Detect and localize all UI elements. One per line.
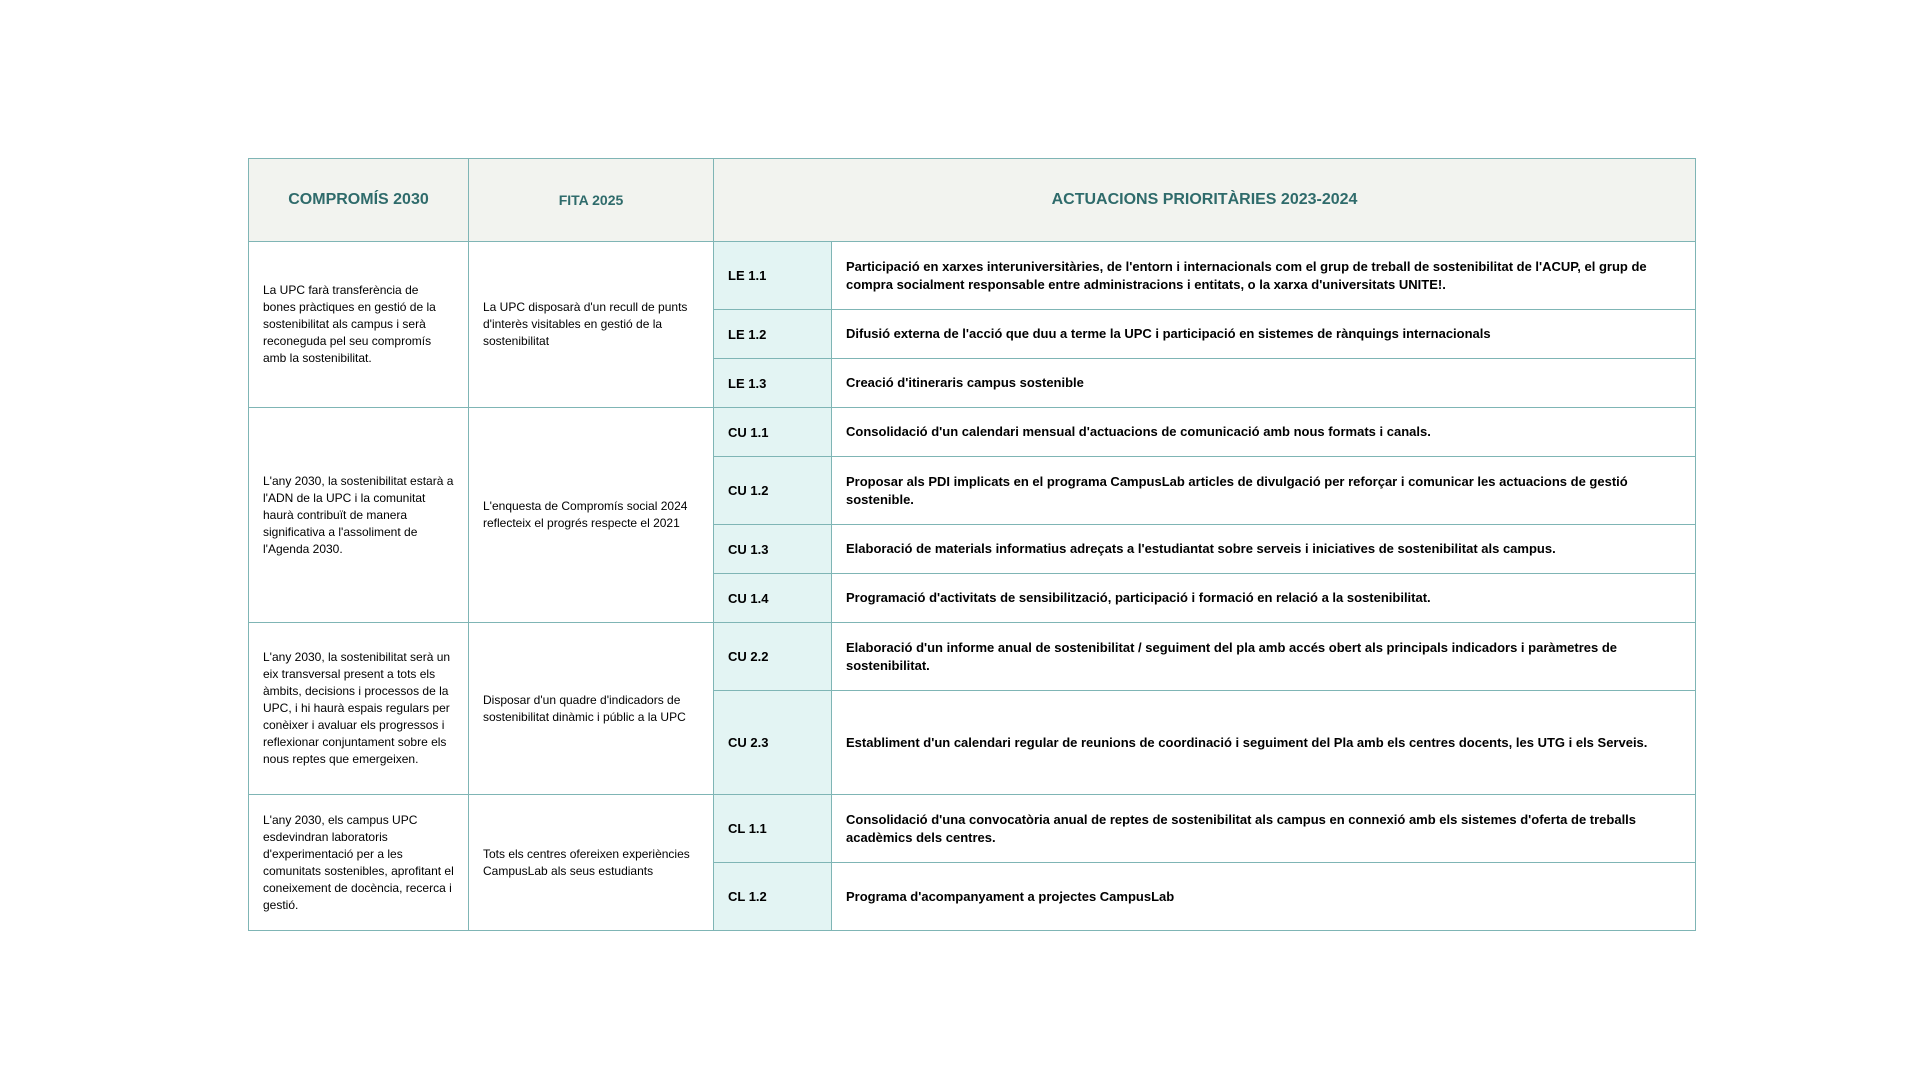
action-code: CL 1.2: [714, 863, 832, 931]
header-fita: FITA 2025: [469, 159, 714, 242]
action-text: Programa d'acompanyament a projectes CampusLab: [832, 863, 1696, 931]
action-text: Creació d'itineraris campus sostenible: [832, 359, 1696, 408]
action-code: CU 1.4: [714, 574, 832, 623]
action-text: Participació en xarxes interuniversitàries, de l'entorn i internacionals com el grup de treball de sostenibilitat de l'ACUP, el grup de compra socialment responsable entre administracions i entitats, o la xarxa d'universitats UNITE!.: [832, 242, 1696, 310]
action-code: CU 1.3: [714, 525, 832, 574]
action-text: Elaboració d'un informe anual de sostenibilitat / seguiment del pla amb accés obert als principals indicadors i paràmetres de sostenibilitat.: [832, 623, 1696, 691]
action-code: CU 2.3: [714, 691, 832, 795]
action-code: LE 1.2: [714, 310, 832, 359]
compromis-cell: L'any 2030, la sostenibilitat estarà a l'ADN de la UPC i la comunitat haurà contribuït de manera significativa a l'assoliment de l'Agenda 2030.: [249, 408, 469, 623]
table-row: [249, 242, 1696, 310]
table-row: [249, 623, 1696, 691]
header-compromis: COMPROMÍS 2030: [249, 159, 469, 242]
action-text: Proposar als PDI implicats en el programa CampusLab articles de divulgació per reforçar i comunicar les actuacions de gestió sostenible.: [832, 457, 1696, 525]
compromis-cell: L'any 2030, la sostenibilitat serà un eix transversal present a tots els àmbits, decisions i processos de la UPC, i hi haurà espais regulars per conèixer i avaluar els progressos i reflexionar conjuntament sobre els nous reptes que emergeixen.: [249, 623, 469, 795]
action-plan-table: [248, 158, 1696, 931]
fita-cell: L'enquesta de Compromís social 2024 reflecteix el progrés respecte el 2021: [469, 408, 714, 623]
action-text: Establiment d'un calendari regular de reunions de coordinació i seguiment del Pla amb els centres docents, les UTG i els Serveis.: [832, 691, 1696, 795]
action-text: Elaboració de materials informatius adreçats a l'estudiantat sobre serveis i iniciatives de sostenibilitat als campus.: [832, 525, 1696, 574]
compromis-cell: L'any 2030, els campus UPC esdevindran laboratoris d'experimentació per a les comunitats sostenibles, aprofitant el coneixement de docència, recerca i gestió.: [249, 795, 469, 931]
action-code: CU 1.1: [714, 408, 832, 457]
action-text: Consolidació d'una convocatòria anual de reptes de sostenibilitat als campus en connexió amb els sistemes d'oferta de treballs acadèmics dels centres.: [832, 795, 1696, 863]
action-text: Consolidació d'un calendari mensual d'actuacions de comunicació amb nous formats i canals.: [832, 408, 1696, 457]
action-text: Difusió externa de l'acció que duu a terme la UPC i participació en sistemes de rànquings internacionals: [832, 310, 1696, 359]
action-code: CU 2.2: [714, 623, 832, 691]
action-code: CL 1.1: [714, 795, 832, 863]
table-row: [249, 408, 1696, 457]
header-actuacions: ACTUACIONS PRIORITÀRIES 2023-2024: [714, 159, 1696, 242]
action-text: Programació d'activitats de sensibilització, participació i formació en relació a la sostenibilitat.: [832, 574, 1696, 623]
fita-cell: Tots els centres ofereixen experiències CampusLab als seus estudiants: [469, 795, 714, 931]
action-code: LE 1.1: [714, 242, 832, 310]
action-code: LE 1.3: [714, 359, 832, 408]
action-code: CU 1.2: [714, 457, 832, 525]
fita-cell: Disposar d'un quadre d'indicadors de sostenibilitat dinàmic i públic a la UPC: [469, 623, 714, 795]
fita-cell: La UPC disposarà d'un recull de punts d'interès visitables en gestió de la sostenibilitat: [469, 242, 714, 408]
table-row: [249, 795, 1696, 863]
compromis-cell: La UPC farà transferència de bones pràctiques en gestió de la sostenibilitat als campus i serà reconeguda pel seu compromís amb la sostenibilitat.: [249, 242, 469, 408]
header-row: [249, 159, 1696, 242]
